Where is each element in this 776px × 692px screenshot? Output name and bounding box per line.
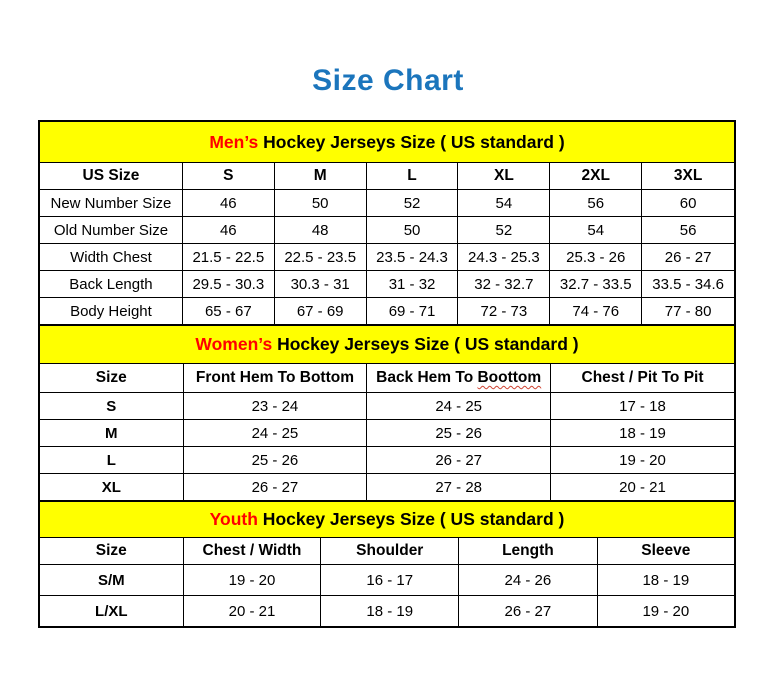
column-header: S [182, 163, 274, 190]
table-row [39, 393, 735, 420]
table-cell: 25 - 26 [183, 447, 367, 474]
table-cell: 65 - 67 [182, 298, 274, 326]
womens-banner-highlight: Women’s [195, 334, 273, 354]
column-header-text: Back Hem To [376, 369, 478, 386]
womens-header-row [39, 364, 735, 393]
row-label: Width Chest [39, 244, 182, 271]
table-cell: 26 - 27 [642, 244, 735, 271]
row-label: S [39, 393, 183, 420]
table-row [39, 596, 735, 628]
column-header: Shoulder [321, 538, 459, 565]
column-header: Chest / Pit To Pit [551, 364, 735, 393]
youth-header-row [39, 538, 735, 565]
womens-size-table [38, 324, 736, 502]
table-cell: 19 - 20 [183, 565, 321, 596]
column-header [367, 364, 551, 393]
misspelled-word: Boottom [477, 369, 542, 386]
table-cell: 54 [458, 190, 550, 217]
column-header: Chest / Width [183, 538, 321, 565]
table-cell: 32.7 - 33.5 [550, 271, 642, 298]
table-cell: 26 - 27 [367, 447, 551, 474]
mens-size-table [38, 120, 736, 326]
youth-banner-highlight: Youth [209, 509, 258, 529]
column-header: 2XL [550, 163, 642, 190]
column-header: Size [39, 538, 183, 565]
table-row [39, 447, 735, 474]
table-cell: 46 [182, 190, 274, 217]
table-cell: 69 - 71 [366, 298, 458, 326]
row-label: L [39, 447, 183, 474]
table-cell: 60 [642, 190, 735, 217]
table-cell: 50 [366, 217, 458, 244]
column-header: US Size [39, 163, 182, 190]
table-cell: 74 - 76 [550, 298, 642, 326]
row-label: XL [39, 474, 183, 502]
column-header: L [366, 163, 458, 190]
mens-banner-highlight: Men’s [209, 131, 259, 152]
table-cell: 26 - 27 [183, 474, 367, 502]
table-row [39, 244, 735, 271]
column-header: Sleeve [597, 538, 735, 565]
table-row [39, 271, 735, 298]
mens-banner [39, 121, 735, 163]
table-cell: 20 - 21 [551, 474, 735, 502]
youth-size-table [38, 500, 736, 628]
table-row [39, 298, 735, 326]
column-header: Size [39, 364, 183, 393]
womens-banner-rest: Hockey Jerseys Size ( US standard ) [272, 334, 579, 354]
row-label: Old Number Size [39, 217, 182, 244]
table-cell: 46 [182, 217, 274, 244]
youth-banner [39, 501, 735, 538]
table-cell: 77 - 80 [642, 298, 735, 326]
table-cell: 32 - 32.7 [458, 271, 550, 298]
youth-banner-text [39, 501, 735, 538]
table-cell: 56 [642, 217, 735, 244]
row-label: Body Height [39, 298, 182, 326]
youth-banner-rest: Hockey Jerseys Size ( US standard ) [257, 509, 565, 529]
page-title: Size Chart [312, 64, 464, 97]
size-chart-tables [38, 120, 736, 628]
table-cell: 30.3 - 31 [274, 271, 366, 298]
row-label: L/XL [39, 596, 183, 628]
mens-banner-text [39, 121, 735, 163]
row-label: New Number Size [39, 190, 182, 217]
table-cell: 67 - 69 [274, 298, 366, 326]
table-row [39, 474, 735, 502]
table-cell: 18 - 19 [597, 565, 735, 596]
table-cell: 22.5 - 23.5 [274, 244, 366, 271]
column-header: Length [459, 538, 598, 565]
table-cell: 18 - 19 [551, 420, 735, 447]
table-row [39, 217, 735, 244]
table-row [39, 565, 735, 596]
table-cell: 29.5 - 30.3 [182, 271, 274, 298]
table-cell: 31 - 32 [366, 271, 458, 298]
table-cell: 18 - 19 [321, 596, 459, 628]
row-label: S/M [39, 565, 183, 596]
table-cell: 19 - 20 [551, 447, 735, 474]
table-row [39, 190, 735, 217]
column-header: XL [458, 163, 550, 190]
table-cell: 56 [550, 190, 642, 217]
table-cell: 24 - 25 [367, 393, 551, 420]
table-cell: 72 - 73 [458, 298, 550, 326]
column-header: 3XL [642, 163, 735, 190]
column-header: Front Hem To Bottom [183, 364, 367, 393]
table-cell: 52 [458, 217, 550, 244]
table-cell: 48 [274, 217, 366, 244]
table-row [39, 420, 735, 447]
table-cell: 24 - 25 [183, 420, 367, 447]
mens-banner-rest: Hockey Jerseys Size ( US standard ) [258, 131, 565, 152]
womens-banner [39, 325, 735, 364]
table-cell: 50 [274, 190, 366, 217]
table-cell: 21.5 - 22.5 [182, 244, 274, 271]
table-cell: 16 - 17 [321, 565, 459, 596]
table-cell: 23.5 - 24.3 [366, 244, 458, 271]
table-cell: 26 - 27 [459, 596, 598, 628]
table-cell: 23 - 24 [183, 393, 367, 420]
table-cell: 27 - 28 [367, 474, 551, 502]
table-cell: 33.5 - 34.6 [642, 271, 735, 298]
table-cell: 17 - 18 [551, 393, 735, 420]
column-header: M [274, 163, 366, 190]
table-cell: 25 - 26 [367, 420, 551, 447]
table-cell: 20 - 21 [183, 596, 321, 628]
row-label: Back Length [39, 271, 182, 298]
row-label: M [39, 420, 183, 447]
table-cell: 54 [550, 217, 642, 244]
table-cell: 25.3 - 26 [550, 244, 642, 271]
womens-banner-text [39, 325, 735, 364]
table-cell: 52 [366, 190, 458, 217]
mens-header-row [39, 163, 735, 190]
table-cell: 24.3 - 25.3 [458, 244, 550, 271]
table-cell: 24 - 26 [459, 565, 598, 596]
table-cell: 19 - 20 [597, 596, 735, 628]
